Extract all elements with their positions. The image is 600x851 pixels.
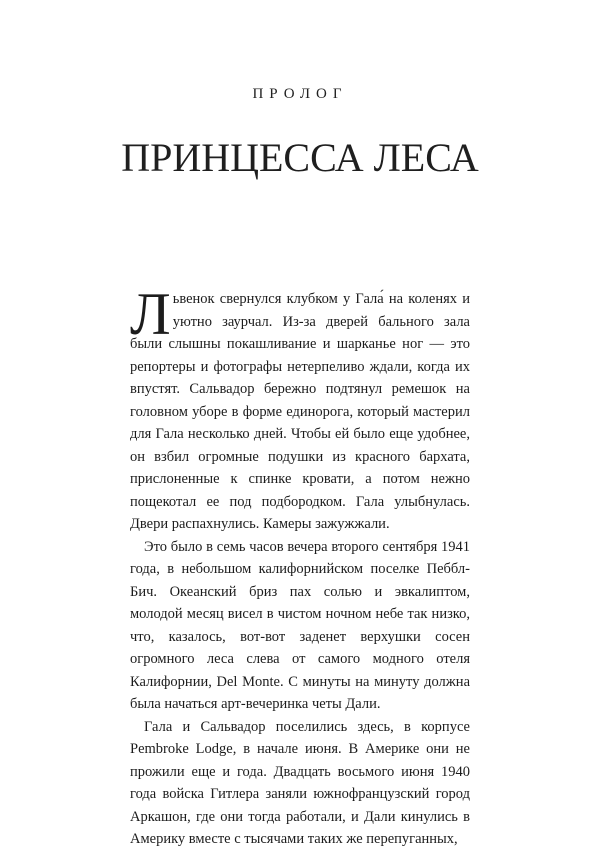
body-text	[130, 281, 470, 851]
paragraph-1-text: ьвенок свернулся клубком у Гала́ на коленях и уютно заурчал. Из-за дверей бального зала были слышны покашливание и шарканье ног — это репортеры и фотографы нетерпеливо ждали, когда их впустят. Сальвадор бережно подтянул ремешок на головном уборе в форме единорога, который мастерил для Гала несколько дней. Чтобы ей было еще удобнее, он взбил огромные подушки из красного бархата, прислоненные к спинке кровати, а потом нежно пощекотал ее под подбородком. Гала улыбнулась. Двери распахнулись. Камеры зажужжали.	[130, 291, 470, 532]
chapter-kicker: ПРОЛОГ	[252, 86, 348, 102]
drop-cap: Л	[130, 281, 171, 347]
chapter-title: ПРИНЦЕССА ЛЕСА	[121, 135, 479, 180]
paragraph-2: Это было в семь часов вечера второго сентября 1941 года, в небольшом калифорнийском поселке Пеббл-Бич. Океанский бриз пах солью и эвкалиптом, молодой месяц висел в чистом ночном небе так низко, что, казалось, вот-вот заденет верхушки сосен огромного леса слева от самого модного отеля Калифорнии, Del Monte. С минуты на минуту должна была начаться арт-вечеринка четы Дали.	[130, 538, 470, 712]
paragraph-1	[130, 281, 470, 536]
paragraph-3: Гала и Сальвадор поселились здесь, в корпусе Pembroke Lodge, в начале июня. В Америке они не прожили еще и года. Двадцать восьмого июня 1940 года войска Гитлера заняли южнофранцузский город Аркашон, где они тогда работали, и Дали кинулись в Америку вместе с тысячами таких же перепуганных,	[130, 718, 470, 847]
